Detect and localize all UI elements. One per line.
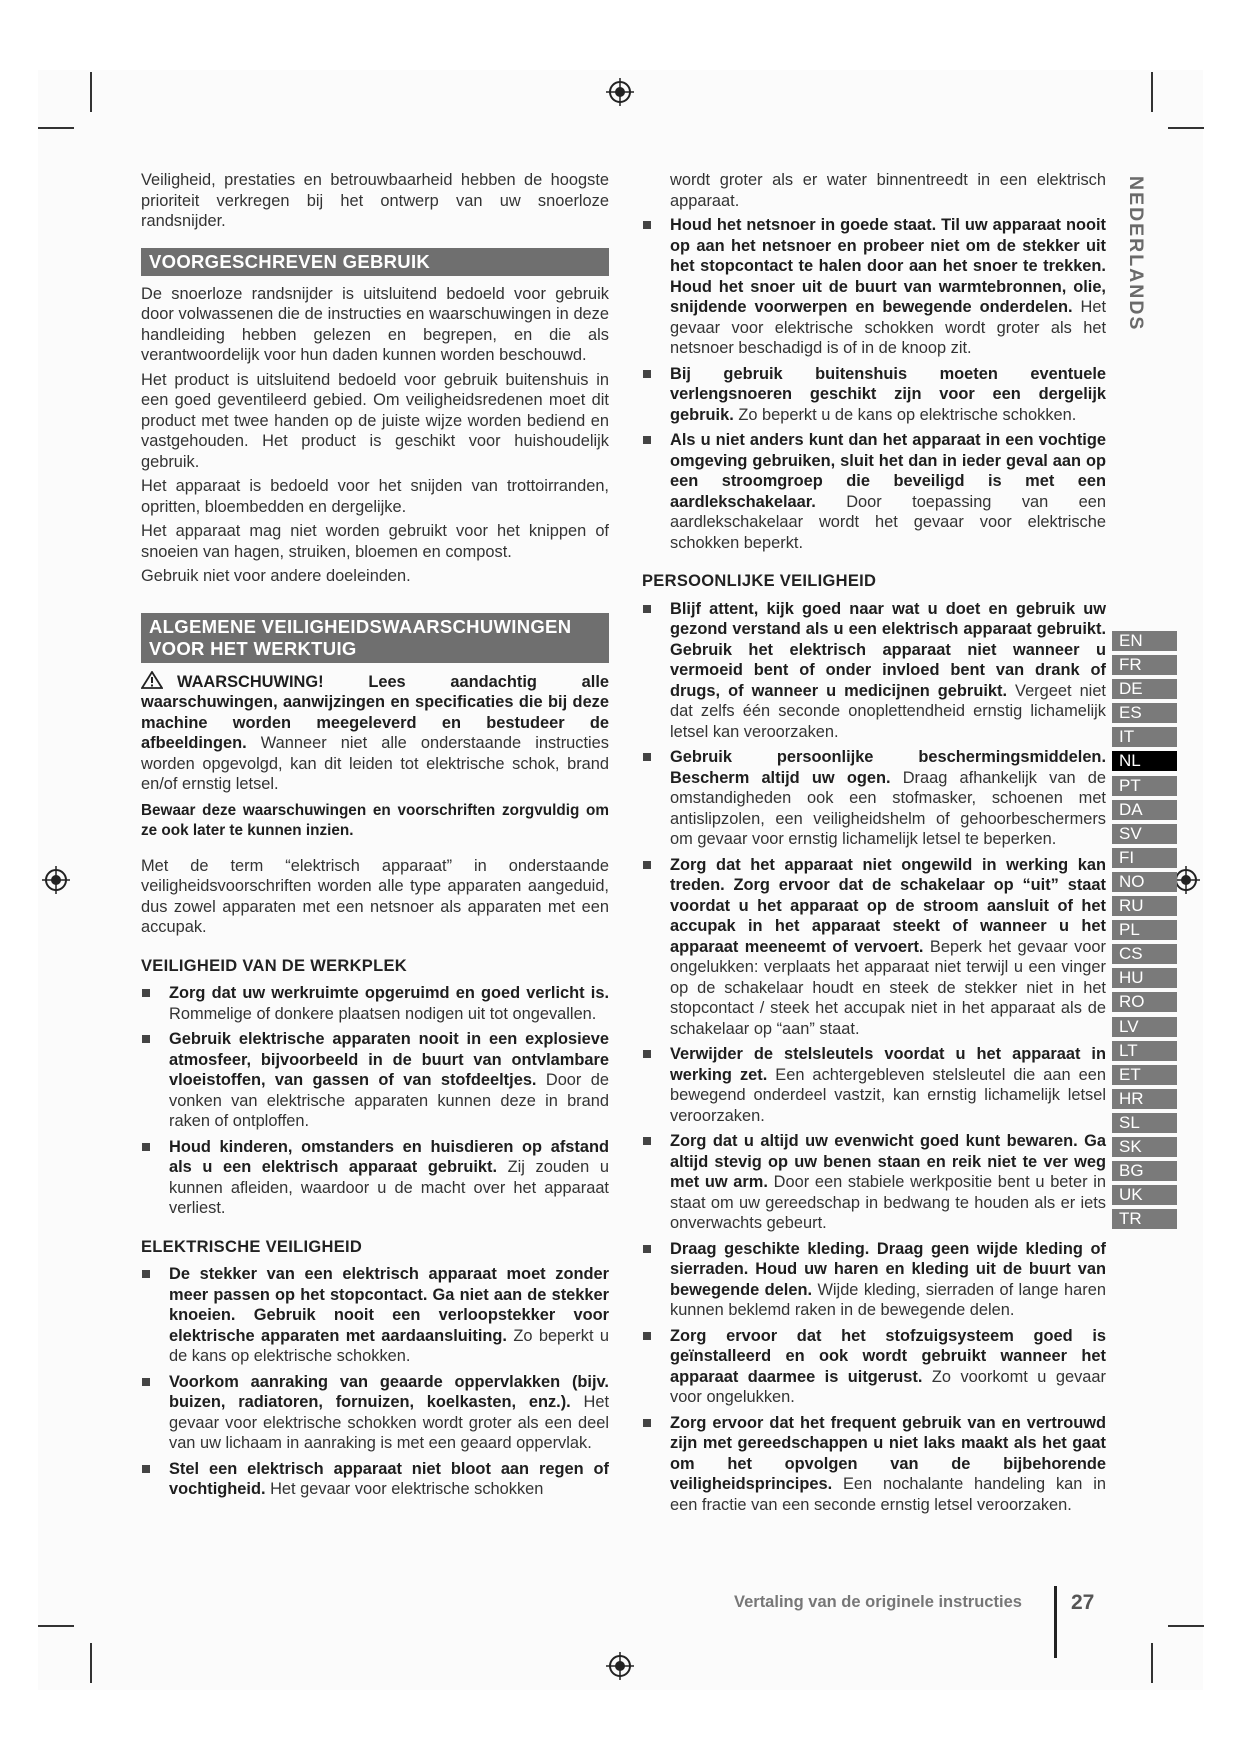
list-item (141, 1459, 609, 1500)
registration-mark-icon (606, 78, 634, 106)
intended-use-paragraph: De snoerloze randsnijder is uitsluitend bedoeld voor gebruik door volwassenen die de instructies en waarschuwingen in deze handleiding hebben gelezen en begrepen, en die als verantwoordelijk voor hun daden kunnen worden beschouwd. (141, 284, 609, 364)
bullet-square-icon (643, 753, 651, 761)
bullet-text: Een achtergebleven stelsleutel die aan een bewegend onderdeel vastzit, kan ernstig lichamelijk letsel veroorzaken. (670, 1065, 1106, 1125)
warning-text: Wanneer niet alle onderstaande instructies worden opgevolgd, kan dit leiden tot elektrische schok, brand en/of ernstig letsel. (141, 734, 609, 793)
language-tab-ro[interactable]: RO (1112, 992, 1177, 1012)
registration-mark-icon (606, 1652, 634, 1680)
bullet-bold-text: Gebruik elektrische apparaten nooit in een explosieve atmosfeer, bijvoorbeeld in de buurt van ontvlambare vloeistoffen, van gassen of van stofdeeltjes. (169, 1030, 609, 1089)
left-column (141, 170, 609, 1505)
bullet-square-icon (643, 1419, 651, 1427)
list-item (141, 1264, 609, 1367)
bullet-square-icon (643, 436, 651, 444)
bullet-square-icon (643, 861, 651, 869)
language-tab-lt[interactable]: LT (1112, 1041, 1177, 1061)
bullet-bold-text: Stel een elektrisch apparaat niet bloot aan regen of vochtigheid. (169, 1459, 609, 1498)
intended-use-paragraph: Het apparaat is bedoeld voor het snijden van trottoirranden, opritten, bloembedden en dergelijke. (141, 477, 609, 516)
footer-translation-note: Vertaling van de originele instructies (734, 1593, 1022, 1611)
bullet-text: Het gevaar voor elektrische schokken wordt groter als een deel van uw lichaam in aanraking is met een geaard oppervlak. (169, 1393, 609, 1452)
crop-mark (1151, 72, 1153, 112)
list-item (642, 1413, 1106, 1516)
bullet-text: Het gevaar voor elektrische schokken (265, 1480, 544, 1498)
list-item (642, 1131, 1106, 1234)
bullet-text: Zo beperkt u de kans op elektrische schokken. (733, 405, 1077, 424)
crop-mark (90, 72, 92, 112)
bullet-text: Vergeet niet dat zelfs één seconde onoplettendheid ernstig lichamelijk letsel kan veroorzaken. (670, 681, 1106, 741)
bullet-bold-text: Zorg dat u altijd uw evenwicht goed kunt bewaren. Ga altijd stevig op uw benen staan en reik niet te ver weg met uw arm. (670, 1132, 1106, 1191)
intro-paragraph: Veiligheid, prestaties en betrouwbaarheid hebben de hoogste prioriteit verkregen bij het ontwerp van uw snoerloze randsnijder. (141, 171, 609, 230)
crop-mark (38, 127, 74, 129)
language-tab-de[interactable]: DE (1112, 679, 1177, 699)
bullet-bold-text: Als u niet anders kunt dan het apparaat in een vochtige omgeving gebruiken, sluit het dan in ieder geval aan op een stroomgroep die beveiligd is met een aardlekschakelaar. (670, 431, 1106, 511)
list-item (141, 983, 609, 1024)
bullet-text: Een nochalante handeling kan in een fractie van een seconde ernstig letsel veroorzaken. (670, 1475, 1106, 1514)
intended-use-paragraph: Gebruik niet voor andere doeleinden. (141, 567, 411, 585)
bullet-text: Het gevaar voor elektrische schokken wordt groter als het netsnoer beschadigd is of in de knoop zit. (670, 298, 1106, 357)
bullet-text: Door de vonken van elektrische apparaten kunnen deze in brand raken of ontploffen. (169, 1071, 609, 1130)
language-tab-da[interactable]: DA (1112, 800, 1177, 820)
section-heading-general-safety: ALGEMENE VEILIGHEIDSWAARSCHUWINGEN VOOR HET WERKTUIG (141, 613, 609, 663)
list-item (141, 1029, 609, 1132)
bullet-bold-text: Houd kinderen, omstanders en huisdieren op afstand als u een elektrisch apparaat gebruikt. (169, 1137, 609, 1176)
intended-use-paragraph: Het apparaat mag niet worden gebruikt voor het knippen of snoeien van hagen, struiken, bloemen en compost. (141, 522, 609, 561)
list-item (642, 364, 1106, 426)
bullet-text: Zo beperkt u de kans op elektrische schokken. (169, 1326, 609, 1365)
bullet-square-icon (142, 1035, 150, 1043)
bullet-bold-text: Zorg ervoor dat het stofzuigsysteem goed is geïnstalleerd en ook wordt gebruikt wanneer het apparaat daarmee is uitgerust. (670, 1326, 1106, 1386)
bullet-bold-text: Blijf attent, kijk goed naar wat u doet en gebruik uw gezond verstand als u een elektrisch apparaat gebruikt. Gebruik het elektrisch apparaat niet wanneer u vermoeid bent of onder invloed bent van drank of drugs, of wanneer u medicijnen gebruikt. (670, 599, 1106, 700)
warning-triangle-icon (141, 671, 163, 689)
bullet-square-icon (643, 1137, 651, 1145)
crop-mark (38, 1625, 74, 1627)
language-tab-pl[interactable]: PL (1112, 920, 1177, 940)
bullet-bold-text: Draag geschikte kleding. Draag geen wijde kleding of sierraden. Houd uw haren en kleding uit de buurt van bewegende delen. (670, 1239, 1106, 1299)
bullet-square-icon (643, 1050, 651, 1058)
bullet-square-icon (643, 370, 651, 378)
list-item (141, 1137, 609, 1219)
list-item (642, 1239, 1106, 1321)
list-item (642, 215, 1106, 359)
bullet-bold-text: Gebruik persoonlijke beschermingsmiddelen. Bescherm altijd uw ogen. (670, 748, 1106, 787)
bullet-square-icon (643, 1245, 651, 1253)
bullet-bold-text: Zorg dat uw werkruimte opgeruimd en goed verlicht is. (169, 984, 609, 1002)
language-tab-fr[interactable]: FR (1112, 655, 1177, 675)
bullet-text: Rommelige of donkere plaatsen nodigen uit tot ongevallen. (169, 1004, 597, 1023)
bullet-text: Door een stabiele werkpositie bent u beter in staat om uw gereedschap in bedwang te houden als er iets onverwachts gebeurt. (670, 1173, 1107, 1232)
bullet-bold-text: Zorg dat het apparaat niet ongewild in werking kan treden. Zorg ervoor dat de schakelaar op “uit” staat voordat u het apparaat op de stroom aansluit of het accupak in het apparaat steekt of wanneer u het apparaat meeneemt of vervoert. (670, 855, 1106, 956)
language-tab-pt[interactable]: PT (1112, 776, 1177, 796)
bullet-text: Zij zouden u kunnen afleiden, waardoor u de macht over het apparaat verliest. (169, 1158, 609, 1217)
bullet-bold-text: Houd het netsnoer in goede staat. Til uw apparaat nooit op aan het netsnoer en probeer niet om de stekker uit het stopcontact te halen door aan het snoer te trekken. Houd het snoer uit de buurt van warmtebronnen, olie, snijdende voorwerpen en bewegende onderdelen. (670, 216, 1106, 316)
right-column (642, 170, 1106, 1520)
language-tabs (1112, 631, 1177, 1233)
footer-divider (1054, 1586, 1057, 1658)
crop-mark (1168, 127, 1204, 129)
registration-mark-icon (42, 866, 70, 894)
continuation-paragraph: wordt groter als er water binnentreedt in een elektrisch apparaat. (670, 171, 1106, 210)
crop-mark (1168, 1625, 1204, 1627)
bullet-square-icon (142, 1378, 150, 1386)
language-tab-cs[interactable]: CS (1112, 944, 1177, 964)
language-tab-tr[interactable]: TR (1112, 1209, 1177, 1229)
language-tab-nl[interactable]: NL (1112, 751, 1177, 771)
bullet-square-icon (142, 1465, 150, 1473)
language-tab-it[interactable]: IT (1112, 727, 1177, 747)
bullet-bold-text: De stekker van een elektrisch apparaat moet zonder meer passen op het stopcontact. Ga niet aan de stekker knoeien. Gebruik nooit een verloopstekker voor elektrische apparaten met aardaansluiting. (169, 1265, 609, 1345)
subsection-heading-electrical-safety: ELEKTRISCHE VEILIGHEID (141, 1237, 363, 1256)
bullet-text: Beperk het gevaar voor ongelukken: verplaats het apparaat niet terwijl u een vinger op de schakelaar houdt en steek de stekker niet in het stopcontact / steek het accupak niet in het apparaat als de schakelaar op “aan” staat. (670, 937, 1107, 1038)
language-label: NEDERLANDS (1125, 176, 1147, 332)
subsection-heading-personal-safety: PERSOONLIJKE VEILIGHEID (642, 572, 877, 590)
crop-mark (90, 1643, 92, 1683)
language-tab-es[interactable]: ES (1112, 703, 1177, 723)
bullet-text: Door toepassing van een aardlekschakelaar wordt het gevaar voor elektrische schokken beperkt. (670, 492, 1106, 552)
language-tab-hr[interactable]: HR (1112, 1089, 1177, 1109)
list-item (642, 747, 1106, 850)
bullet-square-icon (142, 1143, 150, 1151)
list-item (642, 855, 1106, 1040)
bullet-square-icon (142, 989, 150, 997)
section-heading-intended-use: VOORGESCHREVEN GEBRUIK (141, 248, 609, 276)
language-tab-en[interactable]: EN (1112, 631, 1177, 651)
term-paragraph: Met de term “elektrisch apparaat” in onderstaande veiligheidsvoorschriften worden alle type apparaten aangeduid, dus zowel apparaten met een netsnoer als apparaten met een accupak. (141, 856, 609, 936)
bullet-bold-text: Bij gebruik buitenshuis moeten eventuele verlengsnoeren geschikt zijn voor een dergelijk gebruik. (670, 364, 1106, 424)
language-tab-sv[interactable]: SV (1112, 824, 1177, 844)
bullet-bold-text: Verwijder de stelsleutels voordat u het apparaat in werking zet. (670, 1045, 1106, 1084)
list-item (141, 1372, 609, 1454)
intended-use-paragraph: Het product is uitsluitend bedoeld voor gebruik buitenshuis in een goed geventileerd gebied. Om veiligheidsredenen moet dit product met twee handen op de juiste wijze worden bediend en vastgehouden. Het product is geschikt voor huishoudelijk gebruik. (141, 370, 609, 471)
language-tab-hu[interactable]: HU (1112, 968, 1177, 988)
language-tab-ru[interactable]: RU (1112, 896, 1177, 916)
bullet-text: Draag afhankelijk van de omstandigheden ook een stofmasker, schoenen met antislipzolen, een veiligheidshelm of gehoorbeschermers om gevaar voor ernstig lichamelijk letsel te beperken. (670, 768, 1107, 848)
language-tab-sk[interactable]: SK (1112, 1137, 1177, 1157)
language-tab-sl[interactable]: SL (1112, 1113, 1177, 1133)
bullet-bold-text: Zorg ervoor dat het frequent gebruik van en vertrouwd zijn met gereedschappen u niet laks maakt als het gaat om het opvolgen van de bijbehorende veiligheidsprincipes. (670, 1413, 1106, 1493)
list-item (642, 599, 1106, 743)
language-tab-lv[interactable]: LV (1112, 1017, 1177, 1037)
keep-instructions-text: Bewaar deze waarschuwingen en voorschriften zorgvuldig om ze ook later te kunnen inzien. (141, 801, 609, 839)
language-tab-et[interactable]: ET (1112, 1065, 1177, 1085)
language-tab-uk[interactable]: UK (1112, 1185, 1177, 1205)
bullet-text: Zo voorkomt u gevaar voor ongelukken. (670, 1367, 1106, 1406)
warning-paragraph (141, 671, 609, 795)
list-item (642, 1044, 1106, 1126)
warning-bold-text: WAARSCHUWING! Lees aandachtig alle waarschuwingen, aanwijzingen en specificaties die bij deze machine worden meegeleverd en bestudeer de afbeeldingen. (141, 672, 609, 752)
bullet-text: Wijde kleding, sierraden of lange haren kunnen beklemd raken in de bewegende delen. (670, 1280, 1106, 1319)
list-item (642, 430, 1106, 553)
crop-mark (1151, 1643, 1153, 1683)
language-tab-bg[interactable]: BG (1112, 1161, 1177, 1181)
language-tab-fi[interactable]: FI (1112, 848, 1177, 868)
subsection-heading-work-area: VEILIGHEID VAN DE WERKPLEK (141, 956, 408, 975)
list-item (642, 1326, 1106, 1408)
page-number: 27 (1071, 1591, 1095, 1614)
bullet-square-icon (643, 221, 651, 229)
bullet-square-icon (643, 605, 651, 613)
bullet-square-icon (142, 1270, 150, 1278)
bullet-square-icon (643, 1332, 651, 1340)
bullet-bold-text: Voorkom aanraking van geaarde oppervlakken (bijv. buizen, radiatoren, fornuizen, koelkasten, enz.). (169, 1372, 609, 1411)
language-tab-no[interactable]: NO (1112, 872, 1177, 892)
